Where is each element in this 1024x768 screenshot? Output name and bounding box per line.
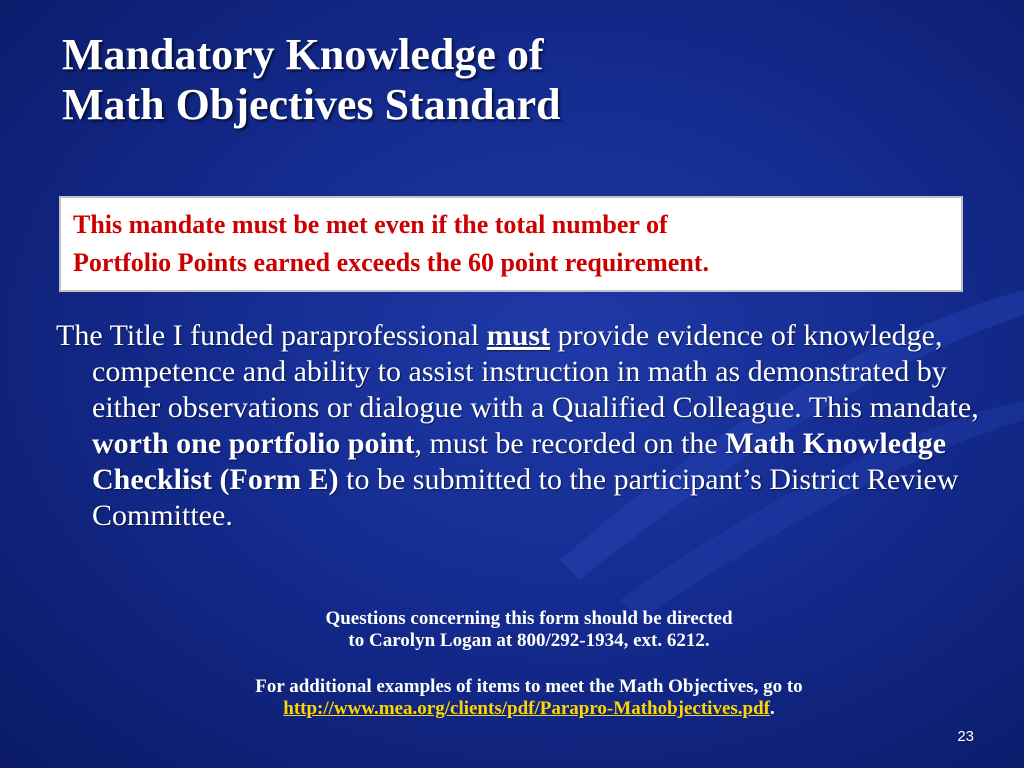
- additional-examples: [0, 676, 1024, 720]
- contact-info: [0, 608, 1024, 652]
- body-text-2: provide evidence of knowledge, competence and ability to assist instruction in math as demonstrated by either observations or dialogue with a Qualified Colleague. This mandate,: [92, 319, 979, 424]
- must-emphasis: must: [486, 319, 551, 352]
- body-text-4: to be submitted to the participant’s District Review Committee.: [92, 463, 959, 532]
- slide-title: [62, 30, 561, 130]
- link-suffix: .: [770, 698, 775, 719]
- examples-text: For additional examples of items to meet the Math Objectives, go to: [255, 676, 803, 697]
- mandate-notice-box: [59, 196, 963, 292]
- title-line-2: Math Objectives Standard: [62, 80, 561, 129]
- math-objectives-link[interactable]: http://www.mea.org/clients/pdf/Parapro-Mathobjectives.pdf: [283, 698, 770, 719]
- mandate-line-1: This mandate must be met even if the total number of: [73, 210, 668, 239]
- body-text-1: The Title I funded paraprofessional: [56, 319, 487, 352]
- contact-line-2: to Carolyn Logan at 800/292-1934, ext. 6212.: [348, 630, 710, 651]
- requirement-paragraph: [56, 318, 992, 534]
- body-text-3: , must be recorded on the: [414, 427, 726, 460]
- mandate-line-2: Portfolio Points earned exceeds the 60 point requirement.: [73, 248, 709, 277]
- form-name-emphasis: Math Knowledge Checklist (Form E): [92, 427, 947, 496]
- slide-number: 23: [957, 728, 974, 745]
- worth-one-point-emphasis: worth one portfolio point: [92, 427, 415, 460]
- contact-line-1: Questions concerning this form should be directed: [325, 608, 733, 629]
- link-line: [0, 698, 1024, 720]
- title-line-1: Mandatory Knowledge of: [62, 30, 544, 79]
